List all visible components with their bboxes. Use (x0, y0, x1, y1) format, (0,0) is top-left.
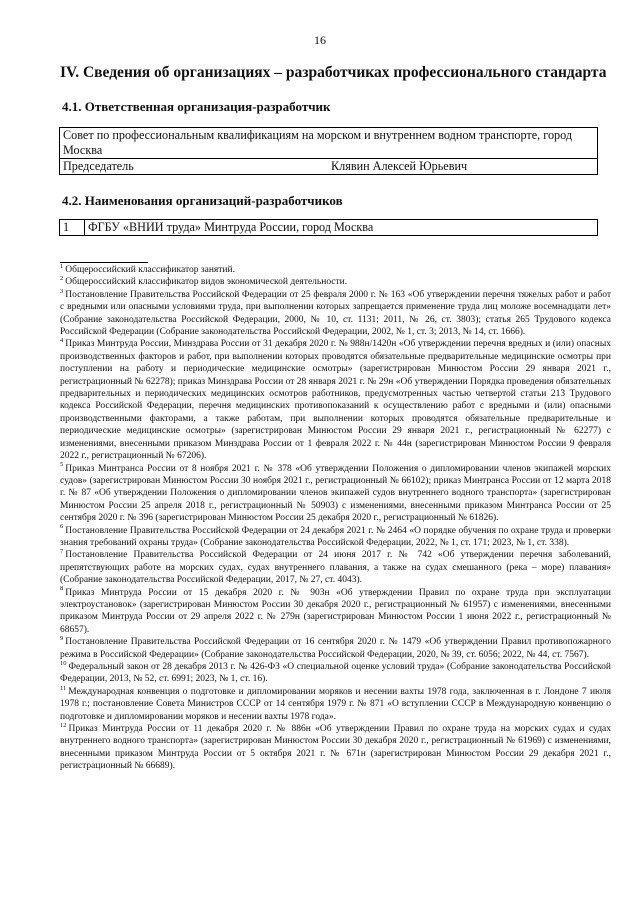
footnote-number: 6 (60, 523, 64, 531)
footnote (60, 338, 611, 462)
footnote-text: Приказ Минтруда России, Минздрава России от 31 декабря 2020 г. № 988н/1420н «Об утверждении перечня вредных и (или) опасных производственных факторов и работ, при выполнении которых проводятся обязательные предварительные медицинские осмотры при поступлении на работу и периодические медицинские осмотры» (зарегистрирован Минюстом России 29 января 2021 г., регистрационный № 62278); приказ Минздрава России от 28 января 2021 г. № 29н «Об утверждении Порядка проведения обязательных предварительных и периодических медицинских осмотров работников, предусмотренных частью четвертой статьи 213 Трудового кодекса Российской Федерации, перечня медицинских противопоказаний к осуществлению работ с вредными и (или) опасными производственными факторами, а также работам, при выполнении которых проводятся обязательные предварительные и периодические медицинские осмотры» (зарегистрирован Минюстом России 29 января 2021 г., регистрационный № 62277) с изменениями, внесенными приказом Минздрава России от 1 февраля 2022 г. № 44н (зарегистрирован Минюстом России 9 февраля 2022 г., регистрационный № 67206). (60, 339, 611, 462)
footnote (60, 276, 611, 288)
footnote-text: Приказ Минтранса России от 8 ноября 2021 г. № 378 «Об утверждении Положения о дипломировании членов экипажей морских судов» (зарегистрирован Минюстом России 30 ноября 2021 г., регистрационный № 66102); приказ Минтранса России от 12 марта 2018 г. № 87 «Об утверждении Положения о дипломировании членов экипажей судов внутреннего водного транспорта» (зарегистрирован Минюстом России 25 апреля 2018 г., регистрационный № 50903) с изменениями, внесенными приказом Минтранса России от 25 сентября 2020 г. № 396 (зарегистрирован Минюстом России 25 декабря 2020 г., регистрационный № 61826). (60, 463, 611, 524)
org-name-cell: ФГБУ «ВНИИ труда» Минтруда России, город Москва (85, 220, 598, 236)
footnote-number: 12 (60, 721, 67, 729)
table-row (60, 128, 598, 159)
footnote-text: Общероссийский классификатор занятий. (65, 265, 235, 275)
footnote (60, 686, 611, 723)
person-cell: Клявин Алексей Юрьевич (328, 159, 598, 175)
footnote (60, 661, 611, 686)
footnote-text: Федеральный закон от 28 декабря 2013 г. № 426-ФЗ «О специальной оценке условий труда» (Собрание законодательства Российской Федерации, 2013, № 52, ст. 6991; 2023, № 1, ст. 16). (60, 662, 611, 685)
footnote-number: 4 (60, 337, 64, 345)
footnote (60, 587, 611, 637)
footnote (60, 264, 611, 276)
footnote (60, 723, 611, 773)
footnote-text: Постановление Правительства Российской Федерации от 24 июня 2017 г. № 742 «Об утверждении перечня заболеваний, препятствующих работе на морских судах, судах внутреннего плавания, а также на судах смешанного (река – море) плавания» (Собрание законодательства Российской Федерации, 2017, № 27, ст. 4043). (60, 550, 611, 586)
footnote-number: 11 (60, 684, 67, 692)
footnote (60, 636, 611, 661)
subsection-title-developers: 4.2. Наименования организаций-разработчиков (62, 193, 343, 208)
footnote-number: 3 (60, 287, 64, 295)
footnote-number: 2 (60, 275, 64, 283)
subsection-title-responsible: 4.1. Ответственная организация-разработчик (62, 99, 331, 114)
footnote-number: 7 (60, 548, 64, 556)
footnote-text: Приказ Минтруда России от 15 декабря 2020 г. № 903н «Об утверждении Правил по охране труда при эксплуатации электроустановок» (зарегистрирован Минюстом России 30 декабря 2020 г., регистрационный № 61957) с изменениями, внесенными приказом Минтруда России от 29 апреля 2022 г. № 279н (зарегистрирован Минюстом России 1 июня 2022 г., регистрационный № 68657). (60, 587, 611, 635)
row-number-cell: 1 (60, 220, 85, 236)
footnotes (60, 264, 611, 773)
developers-table (59, 219, 598, 236)
page-number: 16 (314, 33, 326, 47)
footnote-number: 1 (60, 262, 64, 270)
responsible-org-table (59, 127, 598, 175)
org-name-cell: Совет по профессиональным квалификациям на морском и внутреннем водном транспорте, город Москва (60, 128, 598, 159)
footnote (60, 289, 611, 339)
table-row (60, 220, 598, 236)
footnote-number: 10 (60, 659, 67, 667)
table-row (60, 159, 598, 175)
role-cell: Председатель (60, 159, 329, 175)
footnote-separator (60, 262, 148, 263)
footnote-text: Приказ Минтруда России от 11 декабря 2020 г. № 886н «Об утверждении Правил по охране труда на морских судах и судах внутреннего водного транспорта» (зарегистрирован Минюстом России 30 декабря 2020 г., регистрационный № 61969) с изменениями, внесенными приказом Минтруда России от 5 октября 2021 г. № 671н (зарегистрирован Минюстом России 29 декабря 2021 г., регистрационный № 66689). (60, 724, 611, 772)
footnote-number: 9 (60, 635, 64, 643)
section-title: IV. Сведения об организациях – разработчиках профессионального стандарта (60, 64, 607, 81)
footnote (60, 525, 611, 550)
footnote-number: 8 (60, 585, 64, 593)
footnote-text: Постановление Правительства Российской Федерации от 16 сентября 2020 г. № 1479 «Об утверждении Правил противопожарного режима в Российской Федерации» (Собрание законодательства Российской Федерации, 2020, № 39, ст. 6056; 2022, № 44, ст. 7567). (60, 637, 611, 660)
footnote-text: Постановление Правительства Российской Федерации от 25 февраля 2000 г. № 163 «Об утверждении перечня тяжелых работ и работ с вредными или опасными условиями труда, при выполнении которых запрещается применение труда лиц моложе восемнадцати лет» (Собрание законодательства Российской Федерации, 2000, № 10, ст. 1131; 2011, № 26, ст. 3803); статья 265 Трудового кодекса Российской Федерации (Собрание законодательства Российской Федерации, 2002, № 1, ст. 3; 2013, № 14, ст. 1666). (60, 289, 611, 338)
footnote-text: Международная конвенция о подготовке и дипломировании моряков и несении вахты 1978 года, заключенная в г. Лондоне 7 июля 1978 г.; постановление Совета Министров СССР от 14 сентября 1979 г. № 871 «О вступлении СССР в Международную конвенцию о подготовке и дипломировании моряков и несении вахты 1978 года». (60, 686, 611, 722)
footnote-text: Постановление Правительства Российской Федерации от 24 декабря 2021 г. № 2464 «О порядке обучения по охране труда и проверки знания требований охраны труда» (Собрание законодательства Российской Федерации, 2022, № 1, ст. 171; 2023, № 1, ст. 338). (60, 525, 611, 548)
footnote (60, 549, 611, 586)
footnote (60, 463, 611, 525)
footnote-text: Общероссийский классификатор видов экономической деятельности. (65, 277, 348, 288)
footnote-number: 5 (60, 461, 64, 469)
